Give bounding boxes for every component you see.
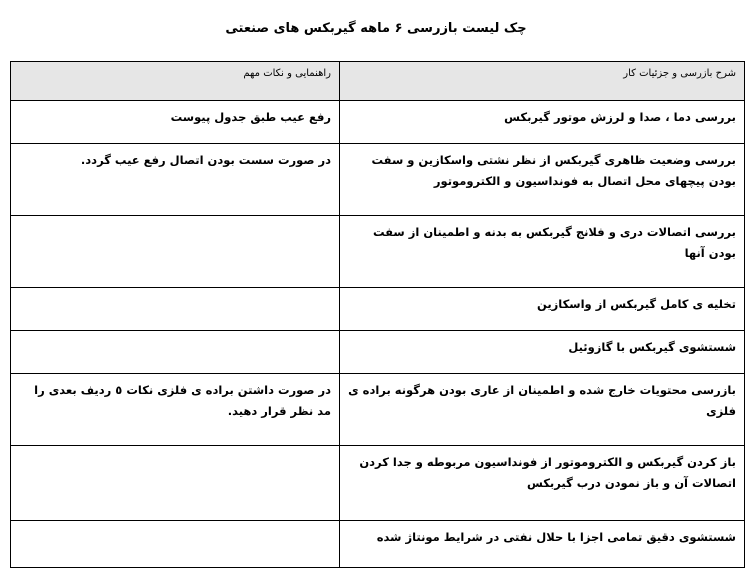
row-guidance: در صورت سست بودن اتصال رفع عیب گردد.	[11, 144, 340, 216]
row-guidance	[11, 446, 340, 521]
row-guidance	[11, 521, 340, 568]
table-row	[11, 101, 745, 144]
table-row	[11, 446, 745, 521]
table-row	[11, 288, 745, 331]
row-guidance	[11, 288, 340, 331]
row-guidance: رفع عیب طبق جدول پیوست	[11, 101, 340, 144]
row-description: باز کردن گیربکس و الکتروموتور از فونداسیون مربوطه و جدا کردن اتصالات آن و باز نمودن درب گیربکس	[340, 446, 745, 521]
inspection-checklist-table	[10, 61, 745, 568]
table-row	[11, 144, 745, 216]
table-row	[11, 521, 745, 568]
row-description: تخلیه ی کامل گیربکس از واسکازین	[340, 288, 745, 331]
row-description: بازرسی محتویات خارج شده و اطمینان از عاری بودن هرگونه براده ی فلزی	[340, 374, 745, 446]
row-description: بررسی اتصالات دری و فلانج گیربکس به بدنه و اطمینان از سفت بودن آنها	[340, 216, 745, 288]
table-row	[11, 331, 745, 374]
row-description: بررسی وضعیت ظاهری گیربکس از نظر نشتی واسکازین و سفت بودن پیچهای محل اتصال به فونداسیون و الکتروموتور	[340, 144, 745, 216]
row-description: شستشوی دقیق تمامی اجزا با حلال نفتی در شرایط مونتاژ شده	[340, 521, 745, 568]
table-row	[11, 374, 745, 446]
table-row	[11, 216, 745, 288]
header-description: شرح بازرسی و جزئیات کار	[340, 62, 745, 101]
document-title: چک لیست بازرسی ۶ ماهه گیربکس های صنعتی	[225, 21, 527, 36]
row-guidance	[11, 216, 340, 288]
row-description: شستشوی گیربکس با گازوئیل	[340, 331, 745, 374]
table-header-row	[11, 62, 745, 101]
row-description: بررسی دما ، صدا و لرزش موتور گیربکس	[340, 101, 745, 144]
row-guidance	[11, 331, 340, 374]
header-guidance: راهنمایی و نکات مهم	[11, 62, 340, 101]
row-guidance: در صورت داشتن براده ی فلزی نکات ٥ ردیف بعدی را مد نظر قرار دهید.	[11, 374, 340, 446]
